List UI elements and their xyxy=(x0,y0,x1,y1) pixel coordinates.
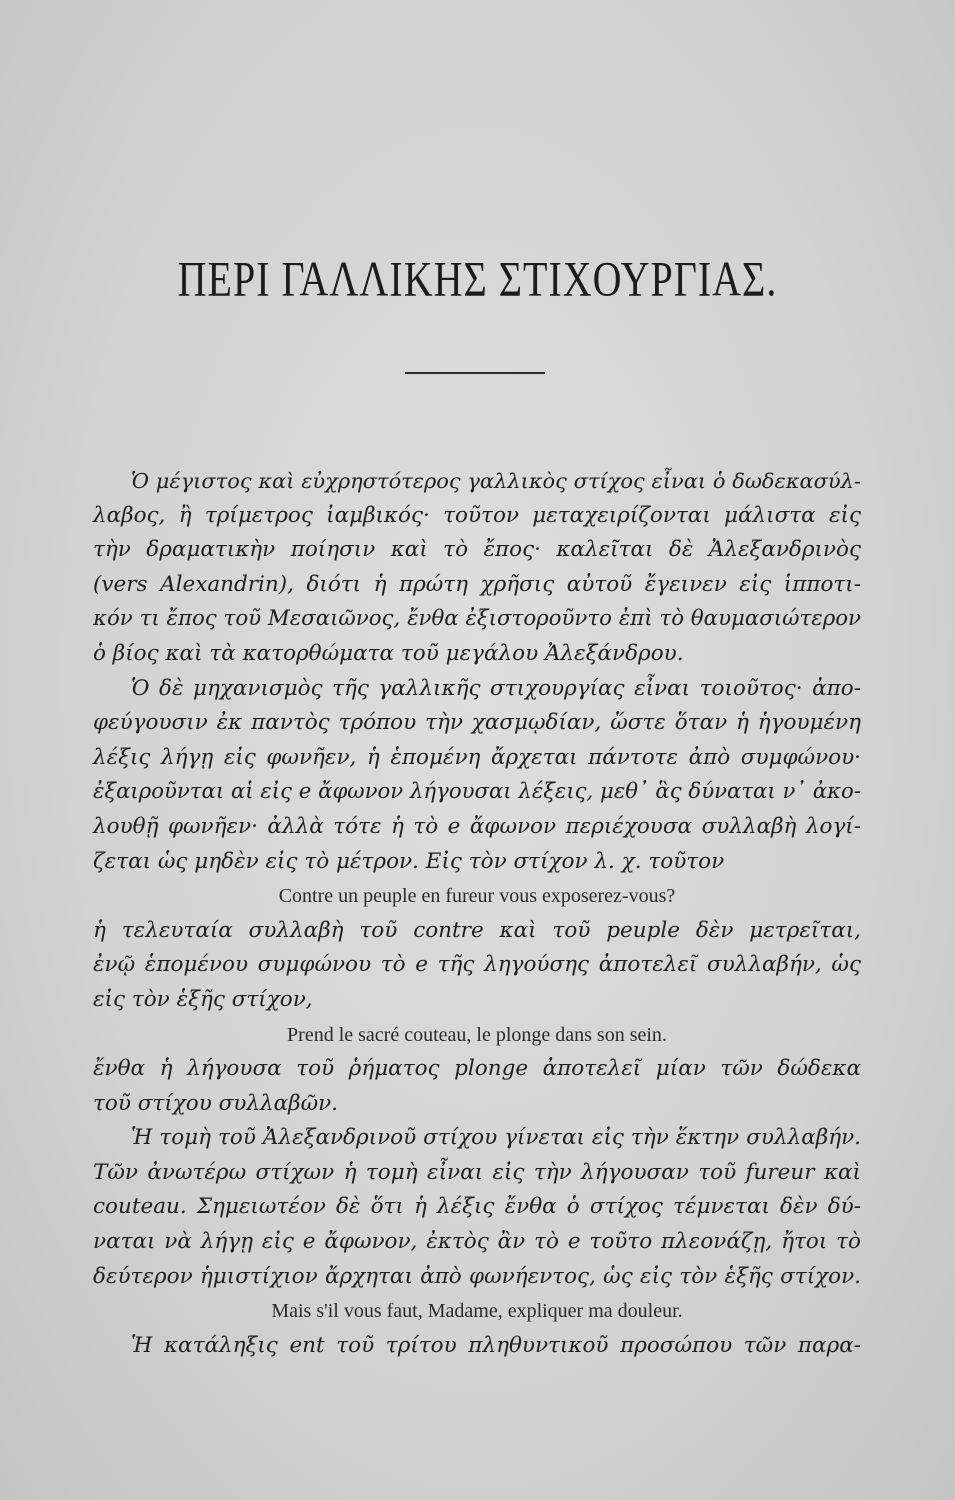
text-line: (vers Alexandrin), διότι ἡ πρώτη χρῆσις αὐτοῦ ἔγεινεν εἰς ἱπποτι- xyxy=(93,571,861,597)
text-line: λαβος, ἢ τρίμετρος ἰαμβικός· τοῦτον μεταχειρίζονται μάλιστα εἰς xyxy=(93,502,861,528)
text-line: ἔνθα ἡ λήγουσα τοῦ ῥήματος plonge ἀποτελεῖ μίαν τῶν δώδεκα xyxy=(93,1056,861,1082)
text-line: κόν τι ἔπος τοῦ Μεσαιῶνος, ἔνθα ἐξιστοροῦντο ἐπὶ τὸ θαυμασιώτερον xyxy=(93,606,861,632)
text-line: Τῶν ἀνωτέρω στίχων ἡ τομὴ εἶναι εἰς τὴν λήγουσαν τοῦ fureur καὶ xyxy=(93,1159,861,1185)
text-line: Ὁ μέγιστος καὶ εὐχρηστότερος γαλλικὸς στίχος εἶναι ὁ δωδεκασύλ- xyxy=(131,469,861,493)
text-line: ἐνῷ ἑπομένου συμφώνου τὸ e τῆς ληγούσης ἀποτελεῖ συλλαβήν, ὡς xyxy=(93,952,861,978)
verse-quote: Prend le sacré couteau, le plonge dans son sein. xyxy=(287,1023,667,1046)
text-line: ὁ βίος καὶ τὰ κατορθώματα τοῦ μεγάλου Ἀλεξάνδρου. xyxy=(93,640,684,666)
page-title: ΠΕΡΙ ΓΑΛΛΙΚΗΣ ΣΤΙΧΟΥΡΓΙΑΣ. xyxy=(177,250,778,307)
text-line: τοῦ στίχου συλλαβῶν. xyxy=(93,1090,339,1116)
text-line: ναται νὰ λήγῃ εἰς e ἄφωνον, ἐκτὸς ἂν τὸ e τοῦτο πλεονάζῃ, ἤτοι τὸ xyxy=(93,1229,861,1255)
text-line: ἡ τελευταία συλλαβὴ τοῦ contre καὶ τοῦ peuple δὲν μετρεῖται, xyxy=(93,917,861,943)
text-line: ἐξαιροῦνται αἱ εἰς e ἄφωνον λήγουσαι λέξεις, μεθ᾽ ἃς δύναται ν᾽ ἀκο- xyxy=(93,779,861,805)
body-text xyxy=(93,464,861,1363)
title-rule xyxy=(405,372,545,374)
verse-quote: Mais s'il vous faut, Madame, expliquer ma douleur. xyxy=(271,1300,683,1323)
text-line: Ἡ κατάληξις ent τοῦ τρίτου πληθυντικοῦ προσώπου τῶν παρα- xyxy=(131,1332,861,1358)
text-line: Ἡ τομὴ τοῦ Ἀλεξανδρινοῦ στίχου γίνεται εἰς τὴν ἕκτην συλλαβήν. xyxy=(131,1125,861,1151)
text-line: εἰς τὸν ἑξῆς στίχον, xyxy=(93,986,313,1012)
text-line: λουθῇ φωνῆεν· ἀλλὰ τότε ἡ τὸ e ἄφωνον περιέχουσα συλλαβὴ λογί- xyxy=(93,813,861,839)
text-line: ζεται ὡς μηδὲν εἰς τὸ μέτρον. Εἰς τὸν στίχον λ. χ. τοῦτον xyxy=(93,848,725,874)
text-line: Ὁ δὲ μηχανισμὸς τῆς γαλλικῆς στιχουργίας εἶναι τοιοῦτος· ἀπο- xyxy=(131,675,861,701)
text-line: couteau. Σημειωτέον δὲ ὅτι ἡ λέξις ἔνθα ὁ στίχος τέμνεται δὲν δύ- xyxy=(93,1194,861,1220)
text-line: φεύγουσιν ἐκ παντὸς τρόπου τὴν χασμῳδίαν, ὥστε ὅταν ἡ ἡγουμένη xyxy=(93,710,861,736)
text-line: δεύτερον ἡμιστίχιον ἄρχηται ἀπὸ φωνήεντος, ὡς εἰς τὸν ἑξῆς στίχον. xyxy=(93,1263,861,1289)
text-line: λέξις λήγῃ εἰς φωνῆεν, ἡ ἑπομένη ἄρχεται πάντοτε ἀπὸ συμφώνου· xyxy=(93,744,861,770)
verse-quote: Contre un peuple en fureur vous exposerez-vous? xyxy=(278,885,676,908)
text-line: τὴν δραματικὴν ποίησιν καὶ τὸ ἔπος· καλεῖται δὲ Ἀλεξανδρινὸς xyxy=(93,537,861,563)
